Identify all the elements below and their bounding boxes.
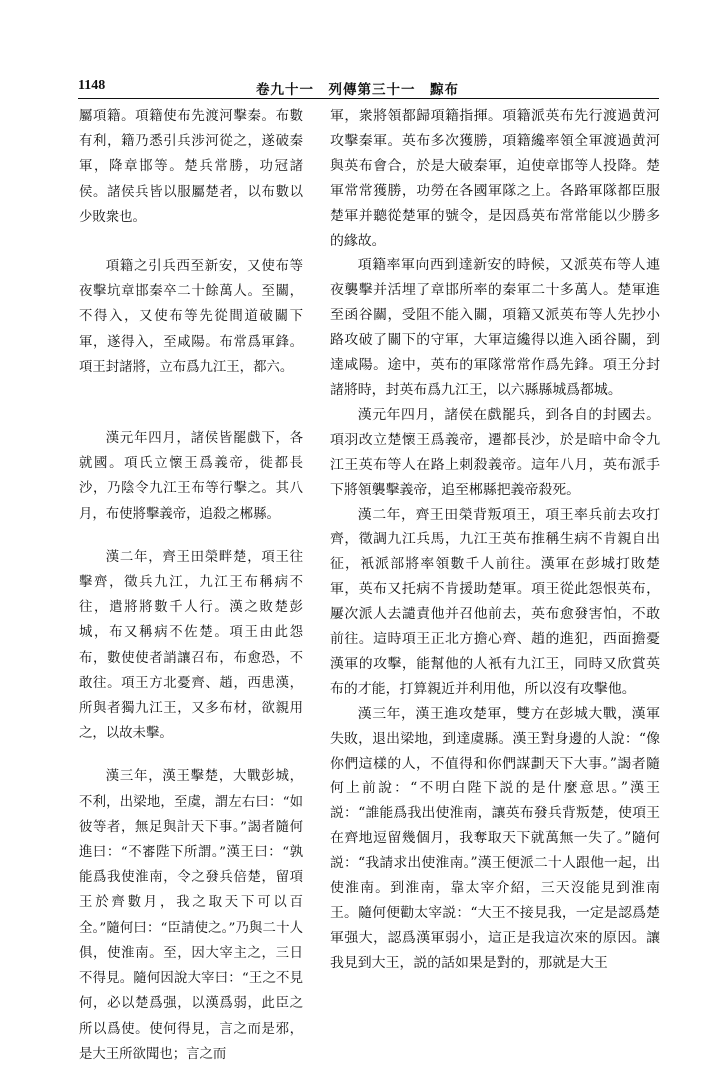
original-paragraph: 屬項籍。項籍使布先渡河擊秦。布數有利，籍乃悉引兵涉河從之，遂破秦軍，降章邯等。楚兵常勝，功冠諸侯。諸侯兵皆以服屬楚者，以布數以少敗衆也。: [79, 109, 303, 225]
original-paragraph: 漢三年，漢王擊楚，大戰彭城，不利，出梁地，至虞，謂左右曰：“如彼等者，無足與計天下事。”謁者隨何進曰：“不審陛下所謂。”漢王曰：“孰能爲我使淮南，令之發兵倍楚，留項王於齊數月，我之取天下可以百全。”隨何曰：“臣請使之。”乃與二十人俱，使淮南。至，因大宰主之，三日不得見。隨何因說大宰曰：“王之不見何，必以楚爲强，以漢爲弱，此臣之所以爲使。使何得見，言之而是邪，是大王所欲聞也；言之而: [79, 769, 303, 1062]
translation-paragraph: 漢二年，齊王田榮背叛項王，項王率兵前去攻打齊，徵調九江兵馬，九江王英布推稱生病不肯親自出征，衹派部將率領數千人前往。漢軍在彭城打敗楚軍，英布又托病不肯援助楚軍。項王從此怨恨英布，屢次派人去譴責他并召他前去，英布愈發害怕，不敢前往。這時項王正北方擔心齊、趙的進犯，西面擔憂漢軍的攻擊，能幫他的人衹有九江王，同時又欣賞英布的才能，打算親近并利用他，所以沒有攻擊他。: [330, 506, 660, 697]
translation-paragraph: 項籍率軍向西到達新安的時候，又派英布等人連夜襲擊并活埋了章邯所率的秦軍二十多萬人。楚軍進至函谷關，受阻不能入關，項籍又派英布等人先抄小路攻破了關下的守軍，大軍這纔得以進入函谷關，到達咸陽。途中，英布的軍隊常常作爲先鋒。項王分封諸將時，封英布爲九江王，以六縣縣城爲都城。: [330, 257, 660, 398]
original-paragraph: 項籍之引兵西至新安，又使布等夜擊坑章邯秦卒二十餘萬人。至關，不得入，又使布等先從間道破關下軍，遂得入，至咸陽。布常爲軍鋒。項王封諸將，立布爲九江王，都六。: [79, 259, 303, 375]
running-header: [78, 78, 658, 100]
paragraph-gap: [79, 746, 303, 764]
translation-column: [330, 104, 660, 976]
header-rule: [78, 98, 659, 99]
paragraph-gap: [79, 527, 303, 545]
original-text-column: [79, 104, 303, 1067]
paragraph-gap: [79, 230, 303, 254]
original-paragraph: 漢二年，齊王田榮畔楚，項王往擊齊，徵兵九江，九江王布稱病不往，遣將將數千人行。漢之敗楚彭城，布又稱病不佐楚。項王由此怨布，數使使者誚讓召布，布愈恐，不敢往。項王方北憂齊、趙，西患漢，所與者獨九江王，又多布材，欲親用之，以故未擊。: [79, 549, 303, 742]
page-number: 1148: [78, 78, 106, 93]
translation-paragraph: 漢三年，漢王進攻楚軍，雙方在彭城大戰，漢軍失敗，退出梁地，到達虞縣。漢王對身邊的人說：“像你們這樣的人，不值得和你們謀劃天下大事。”謁者隨何上前說：“不明白陛下説的是什麼意思。”漢王説：“誰能爲我出使淮南，讓英布發兵背叛楚，使項王在齊地逗留幾個月，我奪取天下就萬無一失了。”隨何説：“我請求出使淮南。”漢王便派二十人跟他一起，出使淮南。到淮南，靠太宰介紹，三天沒能見到淮南王。隨何便勸太宰説：“大王不接見我，一定是認爲楚軍强大，認爲漢軍弱小，這正是我這次來的原因。讓我見到大王，説的話如果是對的，那就是大王: [330, 705, 660, 971]
running-title: 卷九十一 列傳第三十一 黥布: [256, 82, 459, 98]
paragraph-gap: [79, 380, 303, 426]
translation-paragraph: 漢元年四月，諸侯在戲罷兵，到各自的封國去。項羽改立楚懷王爲義帝，遷都長沙，於是暗中命令九江王英布等人在路上刺殺義帝。這年八月，英布派手下將領襲擊義帝，追至郴縣把義帝殺死。: [330, 406, 660, 498]
translation-paragraph: 軍，衆將領都歸項籍指揮。項籍派英布先行渡過黄河攻擊秦軍。英布多次獲勝，項籍纔率領全軍渡過黄河與英布會合，於是大破秦軍，迫使章邯等人投降。楚軍常常獲勝，功勞在各國軍隊之上。各路軍隊都臣服楚軍并聽從楚軍的號令，是因爲英布常常能以少勝多的緣故。: [330, 108, 660, 249]
original-paragraph: 漢元年四月，諸侯皆罷戲下，各就國。項氏立懷王爲義帝，徙都長沙，乃陰令九江王布等行擊之。其八月，布使將擊義帝，追殺之郴縣。: [79, 431, 303, 522]
